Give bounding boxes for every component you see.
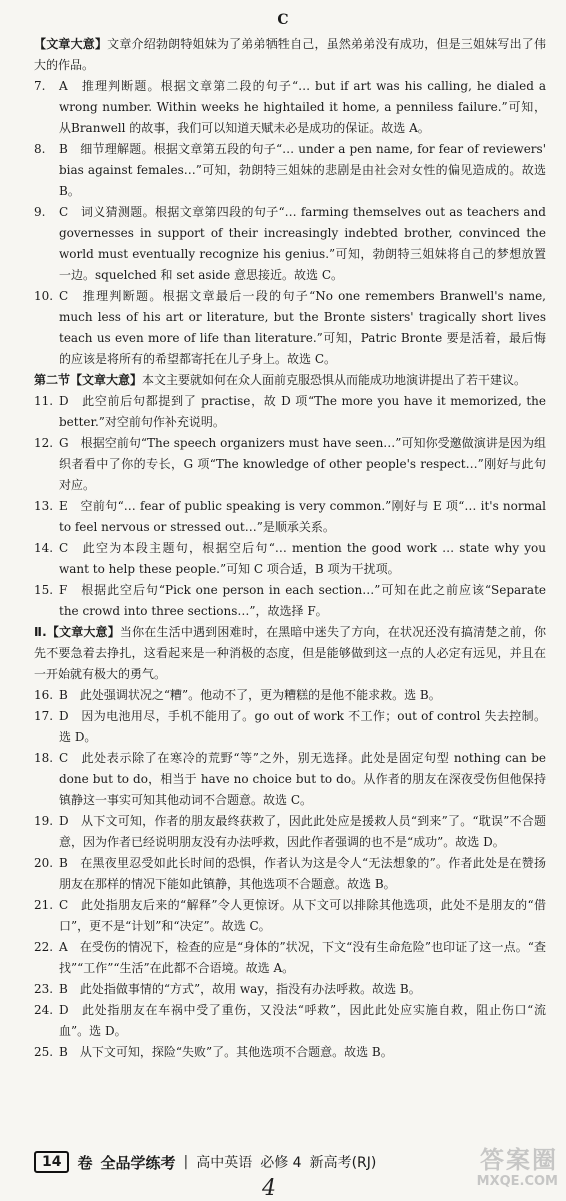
section3-label: Ⅱ.: [34, 625, 47, 639]
intro-paragraph: [34, 34, 546, 76]
item-text: E 空前句“… fear of public speaking is very common.”刚好与 E 项“… it's normal to feel nervous or stressed out…”是顺承关系。: [59, 499, 546, 534]
answer-item: [34, 76, 546, 139]
item-text: D 因为电池用尽，手机不能用了。go out of work 不工作；out of control 失去控制。选 D。: [59, 709, 546, 744]
answer-item: [34, 706, 546, 748]
item-text: G 根据空前句“The speech organizers must have seen…”可知你受邀做演讲是因为组织者看中了你的专长，G 项“The knowledge of other people's respect…”刚好与此句对应。: [59, 436, 546, 492]
answer-item: [34, 1000, 546, 1042]
item-text: D 此处指朋友在车祸中受了重伤，又没法“呼救”，因此此处应实施自救，阻止伤口“流血”。选 D。: [59, 1003, 546, 1038]
answer-item: [34, 1042, 546, 1063]
item-number: 21.: [34, 898, 54, 912]
item-number: 13.: [34, 499, 54, 513]
section3-paragraph: [34, 622, 546, 685]
item-text: A 推理判断题。根据文章第二段的句子“… but if art was his calling, he dialed a wrong number. Within weeks he hightailed it home, a penniless failure.”可知，从Branwell 的故事，我们可以知道天赋未必是成功的保证。故选 A。: [59, 79, 546, 135]
item-text: C 词义猜测题。根据文章第四段的句子“… farming themselves out as teachers and governesses in support of their increasingly indebted brother, convinced the world must eventually recognize his genius.”可知，勃朗特三姐妹将自己的梦想放置一边。squelched 和 set aside 意思接近。故选 C。: [59, 205, 546, 282]
item-number: 20.: [34, 856, 54, 870]
item-text: B 在黑夜里忍受如此长时间的恐惧，作者认为这是令人“无法想象的”。作者此处是在赞扬朋友在那样的情况下能如此镇静，其他选项不合题意。故选 B。: [59, 856, 546, 891]
section3-tag: 【文章大意】: [46, 625, 120, 639]
item-number: 11.: [34, 394, 54, 408]
page-number: 14: [34, 1151, 69, 1173]
answer-item: [34, 580, 546, 622]
watermark-en: MXQE.COM: [476, 1174, 558, 1189]
item-text: B 从下文可知，探险“失败”了。其他选项不合题意。故选 B。: [59, 1045, 393, 1059]
item-number: 7.: [34, 79, 46, 93]
answer-item: [34, 937, 546, 979]
item-number: 12.: [34, 436, 54, 450]
intro-text: 文章介绍勃朗特姐妹为了弟弟牺牲自己，虽然弟弟没有成功，但是三姐妹写出了伟大的作品。: [34, 37, 546, 72]
brand-name: 全品学练考: [100, 1153, 176, 1172]
answer-item: [34, 286, 546, 370]
answer-item: [34, 433, 546, 496]
item-number: 23.: [34, 982, 54, 996]
item-text: A 在受伤的情况下，检查的应是“身体的”状况，下文“没有生命危险”也印证了这一点。“查找”“工作”“生活”在此都不合语境。故选 A。: [59, 940, 546, 975]
item-number: 22.: [34, 940, 54, 954]
handwritten-mark: 4: [262, 1176, 276, 1201]
answer-item: [34, 811, 546, 853]
item-text: D 此空前后句都提到了 practise，故 D 项“The more you have it memorized, the better.”对空前句作补充说明。: [59, 394, 546, 429]
item-number: 10.: [34, 289, 54, 303]
answer-item: [34, 496, 546, 538]
item-text: C 此空为本段主题句，根据空后句“… mention the good work … state why you want to help these people.”可知 C 项合适，B 项为干扰项。: [59, 541, 546, 576]
answer-item: [34, 853, 546, 895]
answer-list-c: [34, 685, 546, 1063]
answer-item: [34, 685, 546, 706]
section2-tag: 【文章大意】: [70, 373, 143, 387]
item-number: 19.: [34, 814, 54, 828]
answer-item: [34, 139, 546, 202]
answer-list-b: [34, 391, 546, 622]
answer-list-a: [34, 76, 546, 370]
item-number: 24.: [34, 1003, 54, 1017]
section2-label: 第二节: [34, 373, 71, 387]
item-text: B 此处强调状况之“糟”。他动不了，更为糟糕的是他不能求救。选 B。: [59, 688, 441, 702]
item-text: B 此处指做事情的“方式”，故用 way，指没有办法呼救。故选 B。: [59, 982, 421, 996]
answer-item: [34, 202, 546, 286]
item-number: 25.: [34, 1045, 54, 1059]
section2-text: 本文主要就如何在众人面前克服恐惧从而能成功地演讲提出了若干建议。: [142, 373, 527, 387]
intro-tag: 【文章大意】: [34, 37, 108, 51]
item-text: F 根据此空后句“Pick one person in each section…”可知在此之前应该“Separate the crowd into three sections…”，故选择 F。: [59, 583, 546, 618]
watermark-cn: 答案圈: [480, 1146, 558, 1174]
item-text: D 从下文可知，作者的朋友最终获救了，因此此处应是援救人员“到来”了。“耽误”不合题意，因为作者已经说明朋友没有办法呼救，因此作者强调的也不是“成功”。故选 D。: [59, 814, 546, 849]
watermark-logo: [448, 1146, 558, 1196]
item-text: C 此处指朋友后来的“解释”令人更惊讶。从下文可以排除其他选项，此处不是朋友的“借口”，更不是“计划”和“决定”。故选 C。: [59, 898, 546, 933]
answer-item: [34, 979, 546, 1000]
answer-item: [34, 391, 546, 433]
footer-separator: |: [183, 1154, 189, 1170]
item-text: C 推理判断题。根据文章最后一段的句子“No one remembers Branwell's name, much less of his art or literature, but the Bronte sisters' tragically short lives teach us even more of life than literature.”可知，Patric Bronte 要是活着，最后悔的应该是将所有的希望都寄托在儿子身上。故选 C。: [59, 289, 546, 366]
item-number: 14.: [34, 541, 54, 555]
juan-label: 卷: [77, 1153, 93, 1172]
subject-label: 高中英语: [196, 1155, 253, 1171]
page-footer: [34, 1150, 376, 1174]
answer-item: [34, 748, 546, 811]
item-text: B 细节理解题。根据文章第五段的句子“… under a pen name, for fear of reviewers' bias against females…”可知，勃朗特三姐妹的悲剧是由社会对女性的偏见造成的。故选 B。: [59, 142, 546, 198]
item-number: 17.: [34, 709, 54, 723]
answer-content: [34, 34, 546, 1063]
item-number: 15.: [34, 583, 54, 597]
answer-item: [34, 538, 546, 580]
section2-paragraph: [34, 370, 546, 391]
item-number: 18.: [34, 751, 54, 765]
item-number: 8.: [34, 142, 46, 156]
edition-label: 新高考(RJ): [309, 1155, 377, 1171]
volume-label: 必修 4: [260, 1155, 302, 1171]
item-number: 9.: [34, 205, 46, 219]
item-number: 16.: [34, 688, 54, 702]
section3-text: 当你在生活中遇到困难时，在黑暗中迷失了方向，在状况还没有搞清楚之前，你先不要急着去挣扎，这看起来是一种消极的态度，但是能够做到这一点的人必定有远见，并且在一开始就有极大的勇气。: [34, 625, 546, 681]
section-title: C: [277, 12, 289, 28]
item-text: C 此处表示除了在寒冷的荒野“等”之外，别无选择。此处是固定句型 nothing can be done but to do，相当于 have no choice but to do。从作者的朋友在深夜受伤但他保持镇静这一事实可知其他动词不合题意。故选 C。: [59, 751, 546, 807]
answer-item: [34, 895, 546, 937]
